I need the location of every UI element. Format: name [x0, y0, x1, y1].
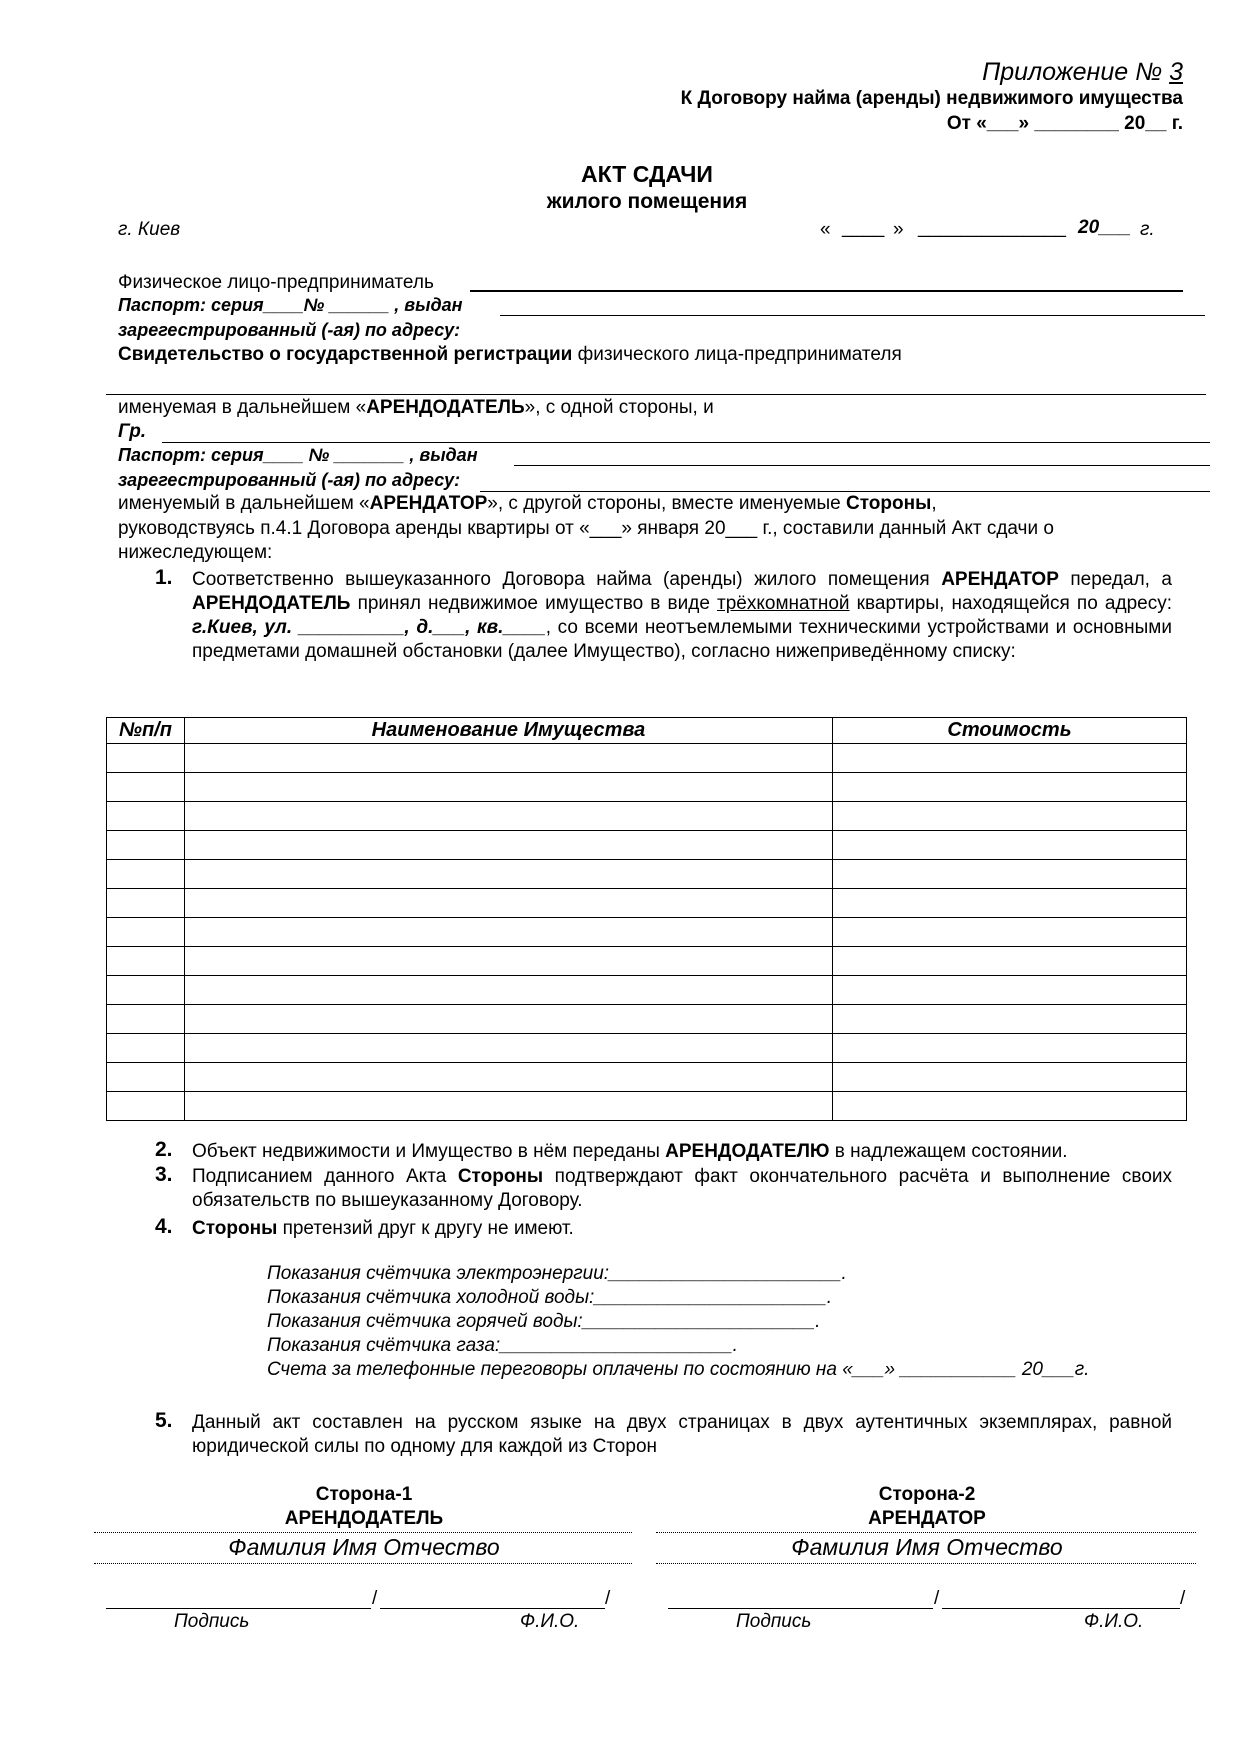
- named-pre: именуемая в дальнейшем «: [118, 397, 367, 418]
- tenant-role: АРЕНДАТОР: [369, 493, 488, 514]
- side-2-label: Сторона-2: [878, 1484, 976, 1505]
- side-2-signature-field[interactable]: [668, 1608, 933, 1609]
- tenant-passport-field[interactable]: [514, 465, 1210, 466]
- cell-cost[interactable]: [833, 1034, 1187, 1063]
- landlord-certificate: [118, 344, 902, 366]
- item-4-text: [192, 1218, 574, 1240]
- cell-cost[interactable]: [833, 1092, 1187, 1121]
- meter-gas: Показания счётчика газа:______________________.: [267, 1335, 738, 1356]
- appendix-number: 3: [1169, 58, 1183, 86]
- cell-number[interactable]: [107, 773, 185, 802]
- landlord-entity-field[interactable]: [470, 290, 1183, 292]
- item-1-number: 1.: [155, 566, 173, 589]
- tenant-named-pre: именуемый в дальнейшем «: [118, 493, 370, 514]
- side-1-separator: /: [372, 1588, 378, 1609]
- item-1-i: , со всеми неотъемлемыми техническими устройствами и основными предметами домашней обстановки (далее Имущество), согласно нижеприведённому списку:: [192, 617, 1172, 662]
- date-close-quote: »: [893, 219, 904, 240]
- side-1-top-rule: [94, 1532, 632, 1533]
- cell-cost[interactable]: [833, 773, 1187, 802]
- item-1-rooms: трёхкомнатной: [717, 593, 850, 614]
- col-number-header: №п/п: [107, 718, 185, 744]
- side-2-fio-label: Ф.И.О.: [1084, 1611, 1144, 1632]
- item-1-text: [192, 568, 1172, 664]
- tenant-named-mid: », с другой стороны, вместе именуемые: [487, 493, 847, 514]
- table-row: [107, 831, 1187, 860]
- table-row: [107, 1005, 1187, 1034]
- cell-number[interactable]: [107, 976, 185, 1005]
- item-3-text: [192, 1165, 1172, 1213]
- tenant-name-field[interactable]: [162, 442, 1210, 443]
- landlord-passport-field[interactable]: [500, 315, 1205, 316]
- table-row: [107, 1063, 1187, 1092]
- tenant-named-as: [118, 493, 937, 515]
- phone-bills-paid: Счета за телефонные переговоры оплачены по состоянию на «___» ___________ 20___г.: [267, 1359, 1090, 1380]
- item-2-a: Объект недвижимости и Имущество в нём переданы: [192, 1141, 666, 1162]
- table-row: [107, 976, 1187, 1005]
- landlord-certificate-field[interactable]: [106, 394, 1206, 395]
- landlord-named-as: [118, 397, 714, 419]
- item-4-b: претензий друг к другу не имеют.: [277, 1218, 574, 1239]
- side-1-full-name: Фамилия Имя Отчество: [228, 1534, 500, 1560]
- side-1-signature-label: Подпись: [174, 1611, 250, 1632]
- parties-term: Стороны: [846, 493, 932, 514]
- tenant-passport-label: Паспорт: серия____ № _______ , выдан: [118, 445, 478, 465]
- item-1-e: принял недвижимое имущество в виде: [350, 593, 718, 614]
- cell-number[interactable]: [107, 831, 185, 860]
- item-1-c: передал, а: [1058, 569, 1172, 590]
- contract-date-line: От «___» ________ 20__ г.: [946, 113, 1183, 134]
- cell-number[interactable]: [107, 947, 185, 976]
- side-1-fio-label: Ф.И.О.: [520, 1611, 580, 1632]
- table-row: [107, 918, 1187, 947]
- item-2-number: 2.: [155, 1138, 173, 1161]
- landlord-passport-label: Паспорт: серия____№ ______ , выдан: [118, 295, 463, 315]
- meter-hot-water: Показания счётчика горячей воды:______________________.: [267, 1311, 821, 1332]
- table-row: [107, 947, 1187, 976]
- item-4-parties: Стороны: [192, 1218, 278, 1239]
- item-1-landlord: АРЕНДОДАТЕЛЬ: [192, 593, 351, 614]
- preamble-line-2: нижеследующем:: [118, 542, 273, 563]
- col-cost-header: Стоимость: [833, 718, 1187, 744]
- side-1-label: Сторона-1: [315, 1484, 413, 1505]
- tenant-address-label: зарегестрированный (-ая) по адресу:: [118, 470, 461, 490]
- item-4-number: 4.: [155, 1215, 173, 1238]
- date-day-blank: ____: [842, 217, 885, 238]
- side-2-bottom-rule: [656, 1563, 1196, 1564]
- side-2-top-rule: [656, 1532, 1196, 1533]
- cell-cost[interactable]: [833, 802, 1187, 831]
- named-post: », с одной стороны, и: [524, 397, 714, 418]
- cell-number[interactable]: [107, 744, 185, 773]
- table-row: [107, 802, 1187, 831]
- item-1-tenant: АРЕНДАТОР: [941, 569, 1059, 590]
- cell-cost[interactable]: [833, 744, 1187, 773]
- col-name-header: Наименование Имущества: [185, 718, 833, 744]
- cell-name[interactable]: [185, 831, 833, 860]
- side-2-separator: /: [934, 1588, 940, 1609]
- cell-name[interactable]: [185, 1063, 833, 1092]
- item-3-parties: Стороны: [457, 1166, 544, 1187]
- tenant-address-field[interactable]: [480, 491, 1210, 492]
- side-1-end-separator: /: [605, 1588, 611, 1609]
- cell-cost[interactable]: [833, 860, 1187, 889]
- tenant-named-end: ,: [931, 493, 937, 514]
- item-5-number: 5.: [155, 1409, 173, 1432]
- landlord-address-label: зарегестрированный (-ая) по адресу:: [118, 320, 461, 340]
- preamble-line-1: руководствуясь п.4.1 Договора аренды квартиры от «___» января 20___ г., составили данный Акт сдачи о: [118, 518, 1054, 539]
- cell-number[interactable]: [107, 889, 185, 918]
- meter-electricity: Показания счётчика электроэнергии:______________________.: [267, 1263, 847, 1284]
- item-2-landlord: АРЕНДОДАТЕЛЮ: [665, 1141, 830, 1162]
- item-1-address: г.Киев, ул. __________, д.___, кв.____: [192, 617, 546, 638]
- property-table: [106, 717, 1187, 1121]
- table-row: [107, 1034, 1187, 1063]
- cell-name[interactable]: [185, 918, 833, 947]
- cell-cost[interactable]: [833, 831, 1187, 860]
- item-2-text: [192, 1141, 1067, 1163]
- cell-name[interactable]: [185, 1092, 833, 1121]
- side-2-fio-field[interactable]: [942, 1608, 1180, 1609]
- cell-number[interactable]: [107, 1034, 185, 1063]
- cell-number[interactable]: [107, 918, 185, 947]
- item-3-c: подтверждают факт окончательного расчёта и выполнение своих обязательств по вышеуказанному Договору.: [192, 1166, 1172, 1211]
- table-header-row: [107, 718, 1187, 744]
- document-subtitle: жилого помещения: [546, 190, 748, 213]
- table-row: [107, 744, 1187, 773]
- cell-name[interactable]: [185, 976, 833, 1005]
- item-5-text: Данный акт составлен на русском языке на двух страницах в двух аутентичных экземплярах, равной юридической силы по одному для каждой из Сторон: [192, 1412, 1172, 1457]
- city: г. Киев: [118, 219, 181, 240]
- cell-name[interactable]: [185, 947, 833, 976]
- table-row: [107, 773, 1187, 802]
- side-1-signature-field[interactable]: [106, 1608, 371, 1609]
- side-2-end-separator: /: [1180, 1588, 1186, 1609]
- item-1-a: Соответственно вышеуказанного Договора найма (аренды) жилого помещения: [192, 569, 942, 590]
- side-1-fio-field[interactable]: [380, 1608, 605, 1609]
- appendix-prefix: Приложение №: [982, 58, 1170, 86]
- date-open-quote: «: [820, 219, 831, 240]
- contract-reference: К Договору найма (аренды) недвижимого имущества: [680, 88, 1183, 109]
- document-title: АКТ СДАЧИ: [581, 161, 713, 187]
- cell-cost[interactable]: [833, 947, 1187, 976]
- cell-cost[interactable]: [833, 976, 1187, 1005]
- side-2-role: АРЕНДАТОР: [868, 1508, 986, 1529]
- cell-name[interactable]: [185, 1005, 833, 1034]
- item-3-number: 3.: [155, 1163, 173, 1186]
- cell-number[interactable]: [107, 1063, 185, 1092]
- cell-number[interactable]: [107, 1092, 185, 1121]
- cell-number[interactable]: [107, 802, 185, 831]
- landlord-role: АРЕНДОДАТЕЛЬ: [366, 397, 525, 418]
- cell-name[interactable]: [185, 773, 833, 802]
- cell-number[interactable]: [107, 1005, 185, 1034]
- cell-name[interactable]: [185, 744, 833, 773]
- date-month-blank: ______________: [918, 217, 1066, 238]
- side-1-bottom-rule: [94, 1563, 632, 1564]
- certificate-bold: Свидетельство о государственной регистрации: [118, 344, 573, 365]
- item-1-g: квартиры, находящейся по адресу:: [849, 593, 1172, 614]
- cell-cost[interactable]: [833, 1005, 1187, 1034]
- appendix-title: [982, 58, 1183, 87]
- table-row: [107, 860, 1187, 889]
- side-2-signature-label: Подпись: [736, 1611, 812, 1632]
- table-body: [107, 744, 1187, 1121]
- table-row: [107, 1092, 1187, 1121]
- landlord-entity-label: Физическое лицо-предприниматель: [118, 272, 434, 293]
- cell-number[interactable]: [107, 860, 185, 889]
- item-3-a: Подписанием данного Акта: [192, 1166, 458, 1187]
- tenant-citizen-label: Гр.: [118, 421, 147, 442]
- certificate-rest: физического лица-предпринимателя: [572, 344, 902, 365]
- cell-name[interactable]: [185, 860, 833, 889]
- date-year-suffix: г.: [1140, 219, 1155, 240]
- side-2-full-name: Фамилия Имя Отчество: [791, 1534, 1063, 1560]
- meter-cold-water: Показания счётчика холодной воды:______________________.: [267, 1287, 833, 1308]
- cell-name[interactable]: [185, 889, 833, 918]
- date-year: 20___: [1078, 217, 1131, 238]
- cell-name[interactable]: [185, 1034, 833, 1063]
- cell-cost[interactable]: [833, 918, 1187, 947]
- cell-cost[interactable]: [833, 889, 1187, 918]
- side-1-role: АРЕНДОДАТЕЛЬ: [284, 1508, 444, 1529]
- table-row: [107, 889, 1187, 918]
- cell-cost[interactable]: [833, 1063, 1187, 1092]
- item-2-c: в надлежащем состоянии.: [829, 1141, 1068, 1162]
- cell-name[interactable]: [185, 802, 833, 831]
